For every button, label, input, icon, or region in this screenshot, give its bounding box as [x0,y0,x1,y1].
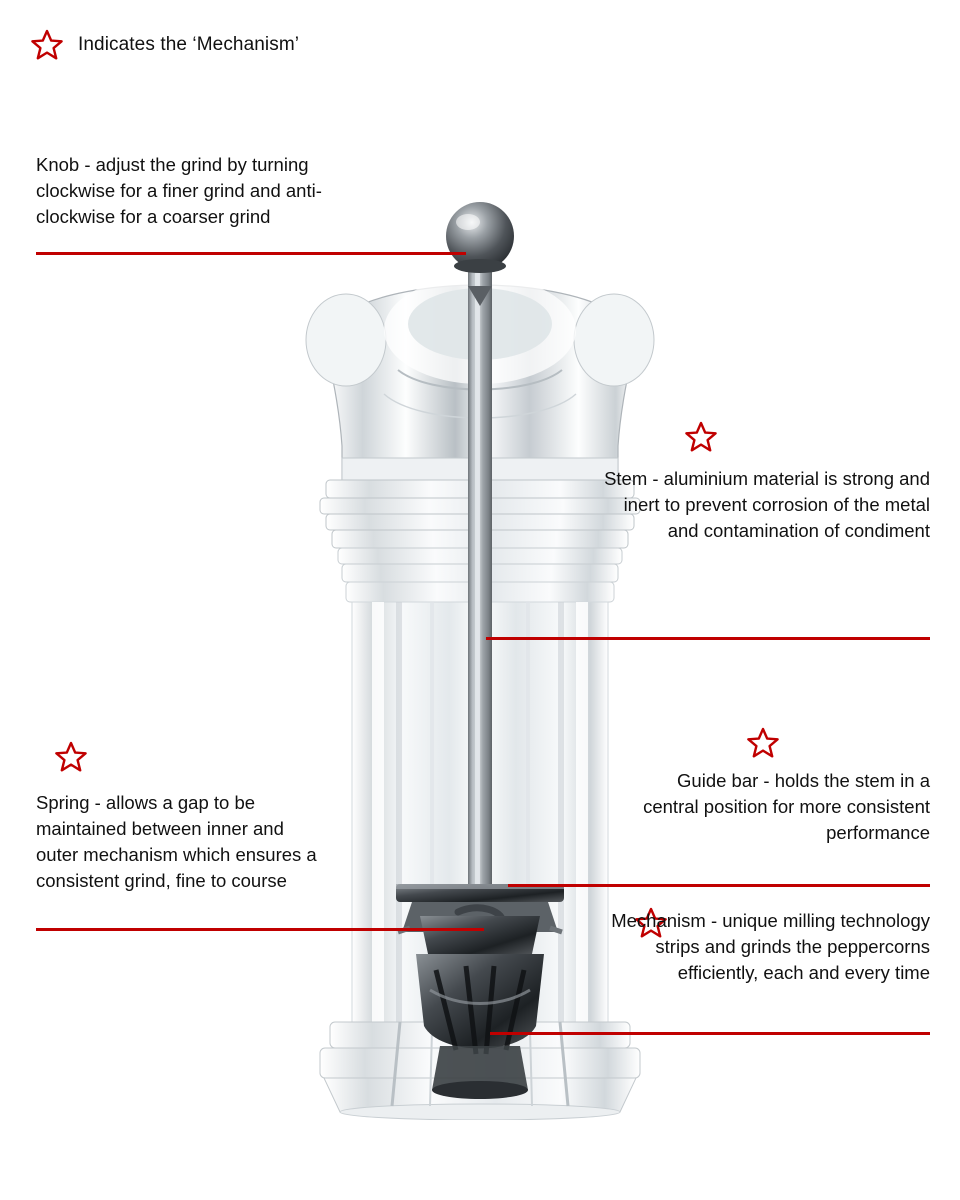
callout-knob [36,152,376,230]
star-icon [684,420,718,454]
grinder-knob [446,202,514,273]
callout-spring-star-wrap [54,740,88,774]
callout-guide-bar-star-wrap [746,726,780,760]
leader-line-spring [36,928,484,931]
legend-label: Indicates the ‘Mechanism’ [78,34,300,55]
leader-line-mechanism [490,1032,930,1035]
callout-mechanism-text: Mechanism - unique milling technology strips and grinds the peppercorns efficiently, each and every time [611,910,930,983]
grinder-stem [468,260,492,900]
callout-knob-text: Knob - adjust the grind by turning clockwise for a finer grind and anti-clockwise for a coarser grind [36,154,322,227]
legend [30,28,299,62]
leader-line-guide-bar [508,884,930,887]
callout-spring-text: Spring - allows a gap to be maintained between inner and outer mechanism which ensures a consistent grind, fine to course [36,792,317,891]
callout-stem-star-wrap [684,420,718,454]
callout-guide-bar-text: Guide bar - holds the stem in a central position for more consistent performance [643,770,930,843]
callout-stem-text: Stem - aluminium material is strong and inert to prevent corrosion of the metal and contamination of condiment [604,468,930,541]
callout-mechanism [600,908,930,986]
leader-line-knob [36,252,466,255]
star-icon [54,740,88,774]
star-icon [746,726,780,760]
callout-stem [600,466,930,544]
star-icon [30,28,64,62]
callout-spring [36,790,326,894]
callout-guide-bar [620,768,930,846]
leader-line-stem [486,637,930,640]
